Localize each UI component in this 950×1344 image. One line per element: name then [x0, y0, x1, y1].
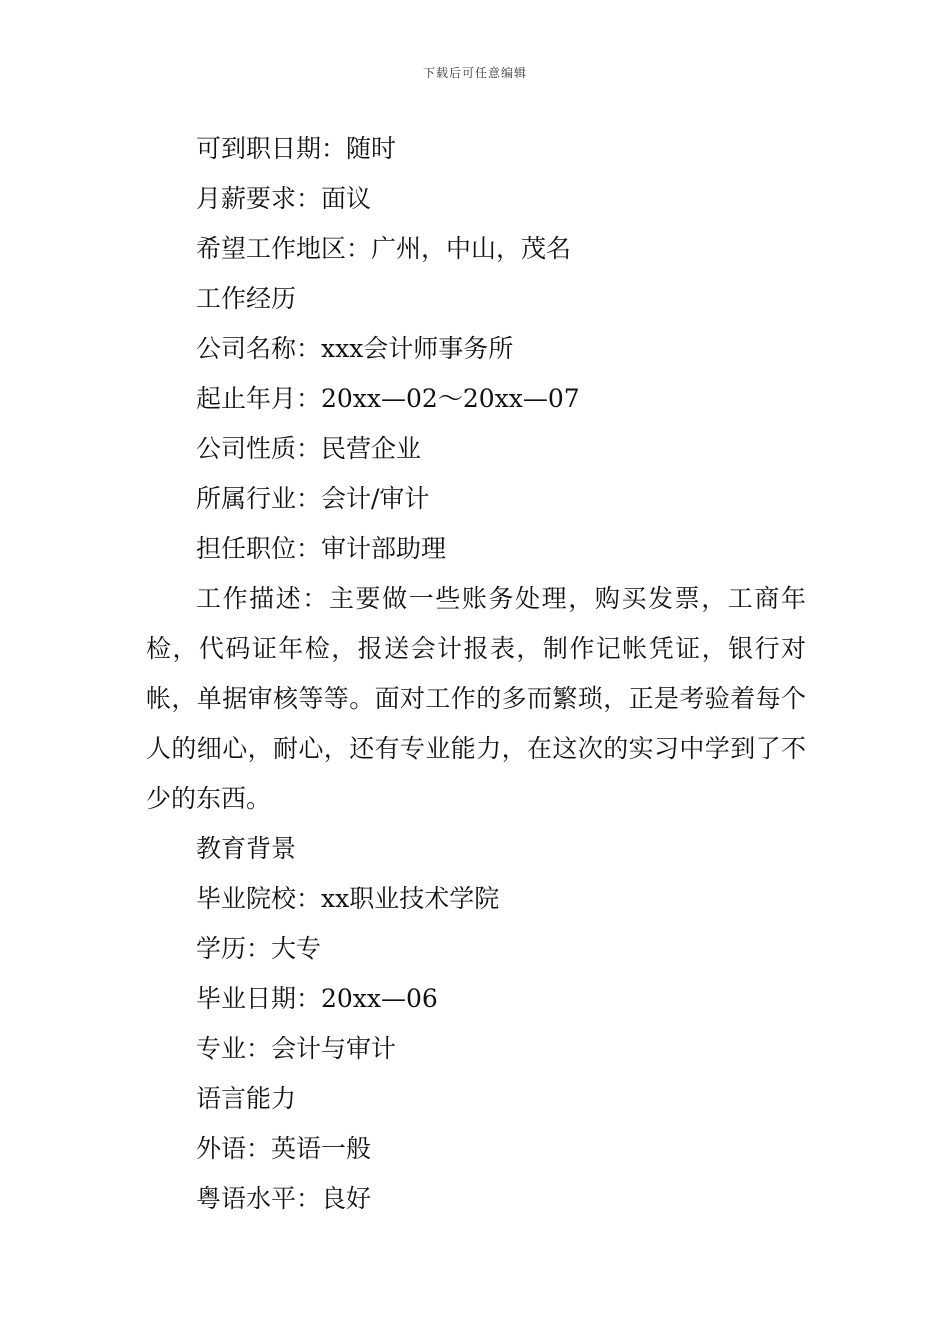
page-header-note: 下载后可任意编辑	[422, 66, 527, 80]
text-line-major: 专业：会计与审计	[196, 1034, 397, 1063]
text-line-cantonese: 粤语水平：良好	[196, 1184, 372, 1213]
text-line-work-location: 希望工作地区：广州，中山，茂名	[196, 234, 572, 263]
text-line-position: 担任职位：审计部助理	[196, 534, 447, 563]
section-heading-language: 语言能力	[196, 1084, 297, 1113]
text-line-salary: 月薪要求：面议	[196, 184, 372, 213]
text-line-company-type: 公司性质：民营企业	[196, 434, 422, 463]
text-line-availability: 可到职日期：随时	[196, 134, 397, 163]
text-line-company-name: 公司名称：xxx会计师事务所	[196, 334, 514, 363]
text-line-degree: 学历：大专	[196, 934, 322, 963]
section-heading-education: 教育背景	[196, 834, 297, 863]
text-line-school: 毕业院校：xx职业技术学院	[196, 884, 500, 913]
text-line-period: 起止年月：20xx—02～20xx—07	[196, 384, 580, 413]
work-description-paragraph: 工作描述：主要做一些账务处理，购买发票，工商年检，代码证年检，报送会计报表，制作记帐凭证，银行对帐，单据审核等等。面对工作的多而繁琐，正是考验着每个人的细心，耐心，还有专业能力，在这次的实习中学到了不少的东西。	[146, 584, 806, 813]
document-body	[146, 124, 806, 1224]
text-line-graduation-date: 毕业日期：20xx—06	[196, 984, 438, 1013]
text-line-industry: 所属行业：会计/审计	[196, 484, 430, 513]
text-line-foreign-language: 外语：英语一般	[196, 1134, 372, 1163]
section-heading-work-experience: 工作经历	[196, 284, 297, 313]
